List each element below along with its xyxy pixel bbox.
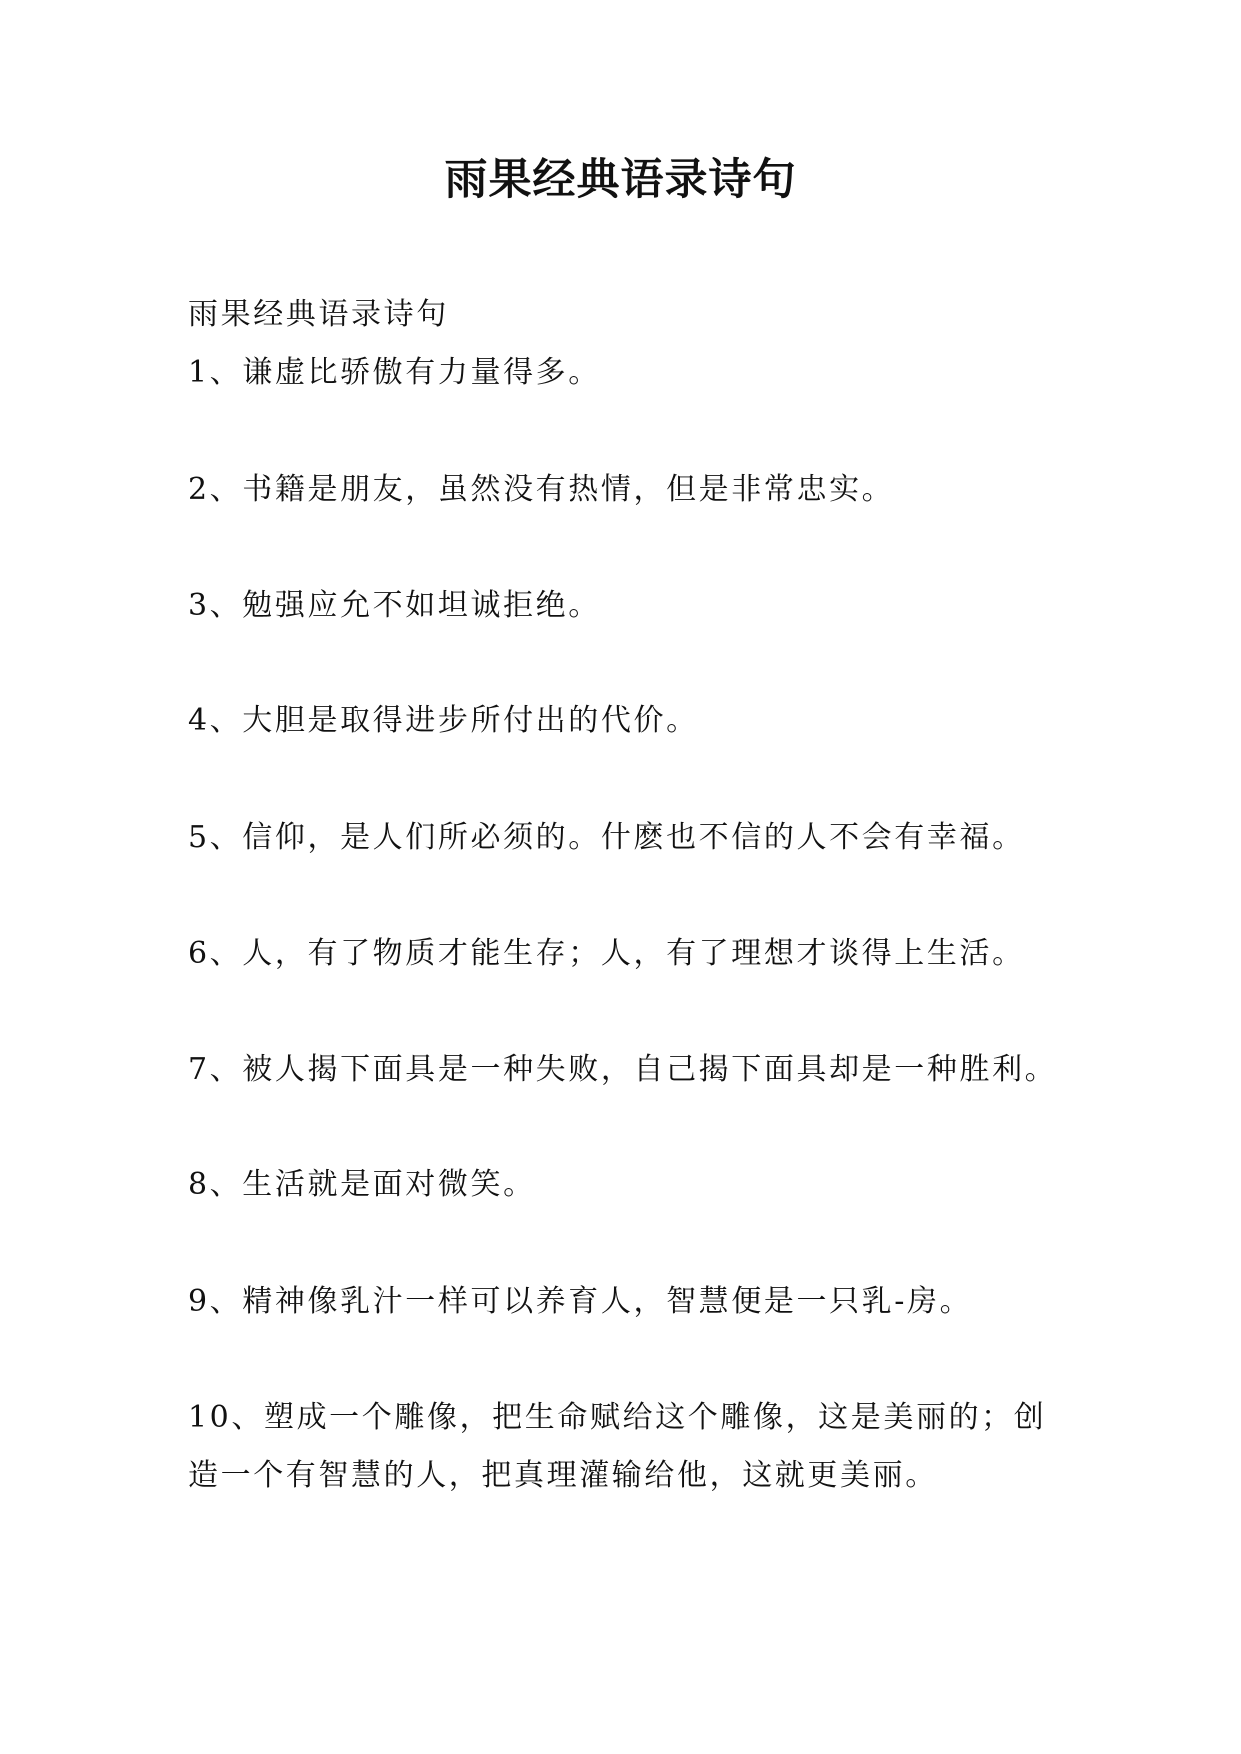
quote-10-line-1: 10、塑成一个雕像，把生命赋给这个雕像，这是美丽的；创: [188, 1400, 1047, 1435]
quote-5: 5、信仰，是人们所必须的。什麽也不信的人不会有幸福。: [188, 820, 1025, 855]
quote-8: 8、生活就是面对微笑。: [188, 1167, 536, 1202]
quote-9: 9、精神像乳汁一样可以养育人，智慧便是一只乳-房。: [188, 1284, 973, 1319]
quote-10-line-2: 造一个有智慧的人，把真理灌输给他，这就更美丽。: [188, 1458, 938, 1493]
quote-1: 1、谦虚比骄傲有力量得多。: [188, 355, 601, 390]
quote-4: 4、大胆是取得进步所付出的代价。: [188, 703, 699, 738]
quote-7: 7、被人揭下面具是一种失败，自己揭下面具却是一种胜利。: [188, 1052, 1058, 1087]
quote-2: 2、书籍是朋友，虽然没有热情，但是非常忠实。: [188, 472, 895, 507]
document-title: 雨果经典语录诗句: [444, 155, 797, 205]
subtitle: 雨果经典语录诗句: [188, 297, 449, 332]
quote-3: 3、勉强应允不如坦诚拒绝。: [188, 588, 601, 623]
quote-6: 6、人，有了物质才能生存；人，有了理想才谈得上生活。: [188, 936, 1025, 971]
